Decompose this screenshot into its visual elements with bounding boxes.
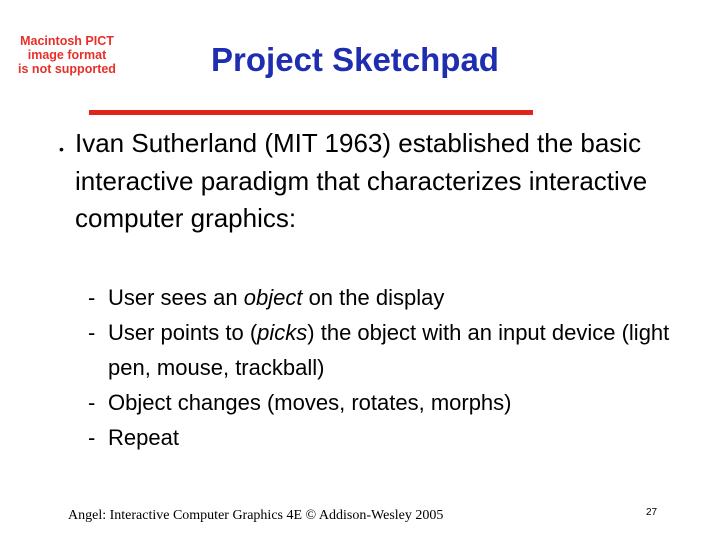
emphasis-text: object [243,285,303,310]
sub-bullet-text: Repeat [108,425,179,450]
sub-bullet-text: User sees an [108,285,244,310]
placeholder-line-3: is not supported [18,62,116,76]
sub-bullet-text: ) the object with an input device (light pen, mouse, trackball) [108,320,670,380]
sub-bullet-text: on the display [302,285,445,310]
placeholder-line-2: image format [27,48,107,62]
dash-marker: - [88,320,96,345]
page-number: 27 [646,507,658,518]
slide-title: Project Sketchpad [211,41,499,78]
title-underline-divider [89,110,533,115]
placeholder-line-1: Macintosh PICT [20,34,114,48]
sub-bullet-item [88,315,688,385]
bullet-dot-icon: • [59,141,64,157]
sub-bullet-text: Object changes (moves, rotates, morphs) [108,390,512,415]
emphasis-text: picks [257,320,308,345]
sub-bullet-text: User points to ( [108,320,258,345]
sub-bullet-item [88,280,688,315]
sub-bullet-list [88,280,688,455]
unsupported-image-placeholder [8,34,126,76]
dash-marker: - [88,285,96,310]
footer-credit: Angel: Interactive Computer Graphics 4E © Addison-Wesley 2005 [68,508,444,523]
main-bullet-text: Ivan Sutherland (MIT 1963) established the basic interactive paradigm that characterizes interactive computer graphics: [75,128,648,233]
dash-marker: - [88,425,96,450]
sub-bullet-item [88,385,688,420]
dash-marker: - [88,390,96,415]
sub-bullet-item [88,420,688,455]
